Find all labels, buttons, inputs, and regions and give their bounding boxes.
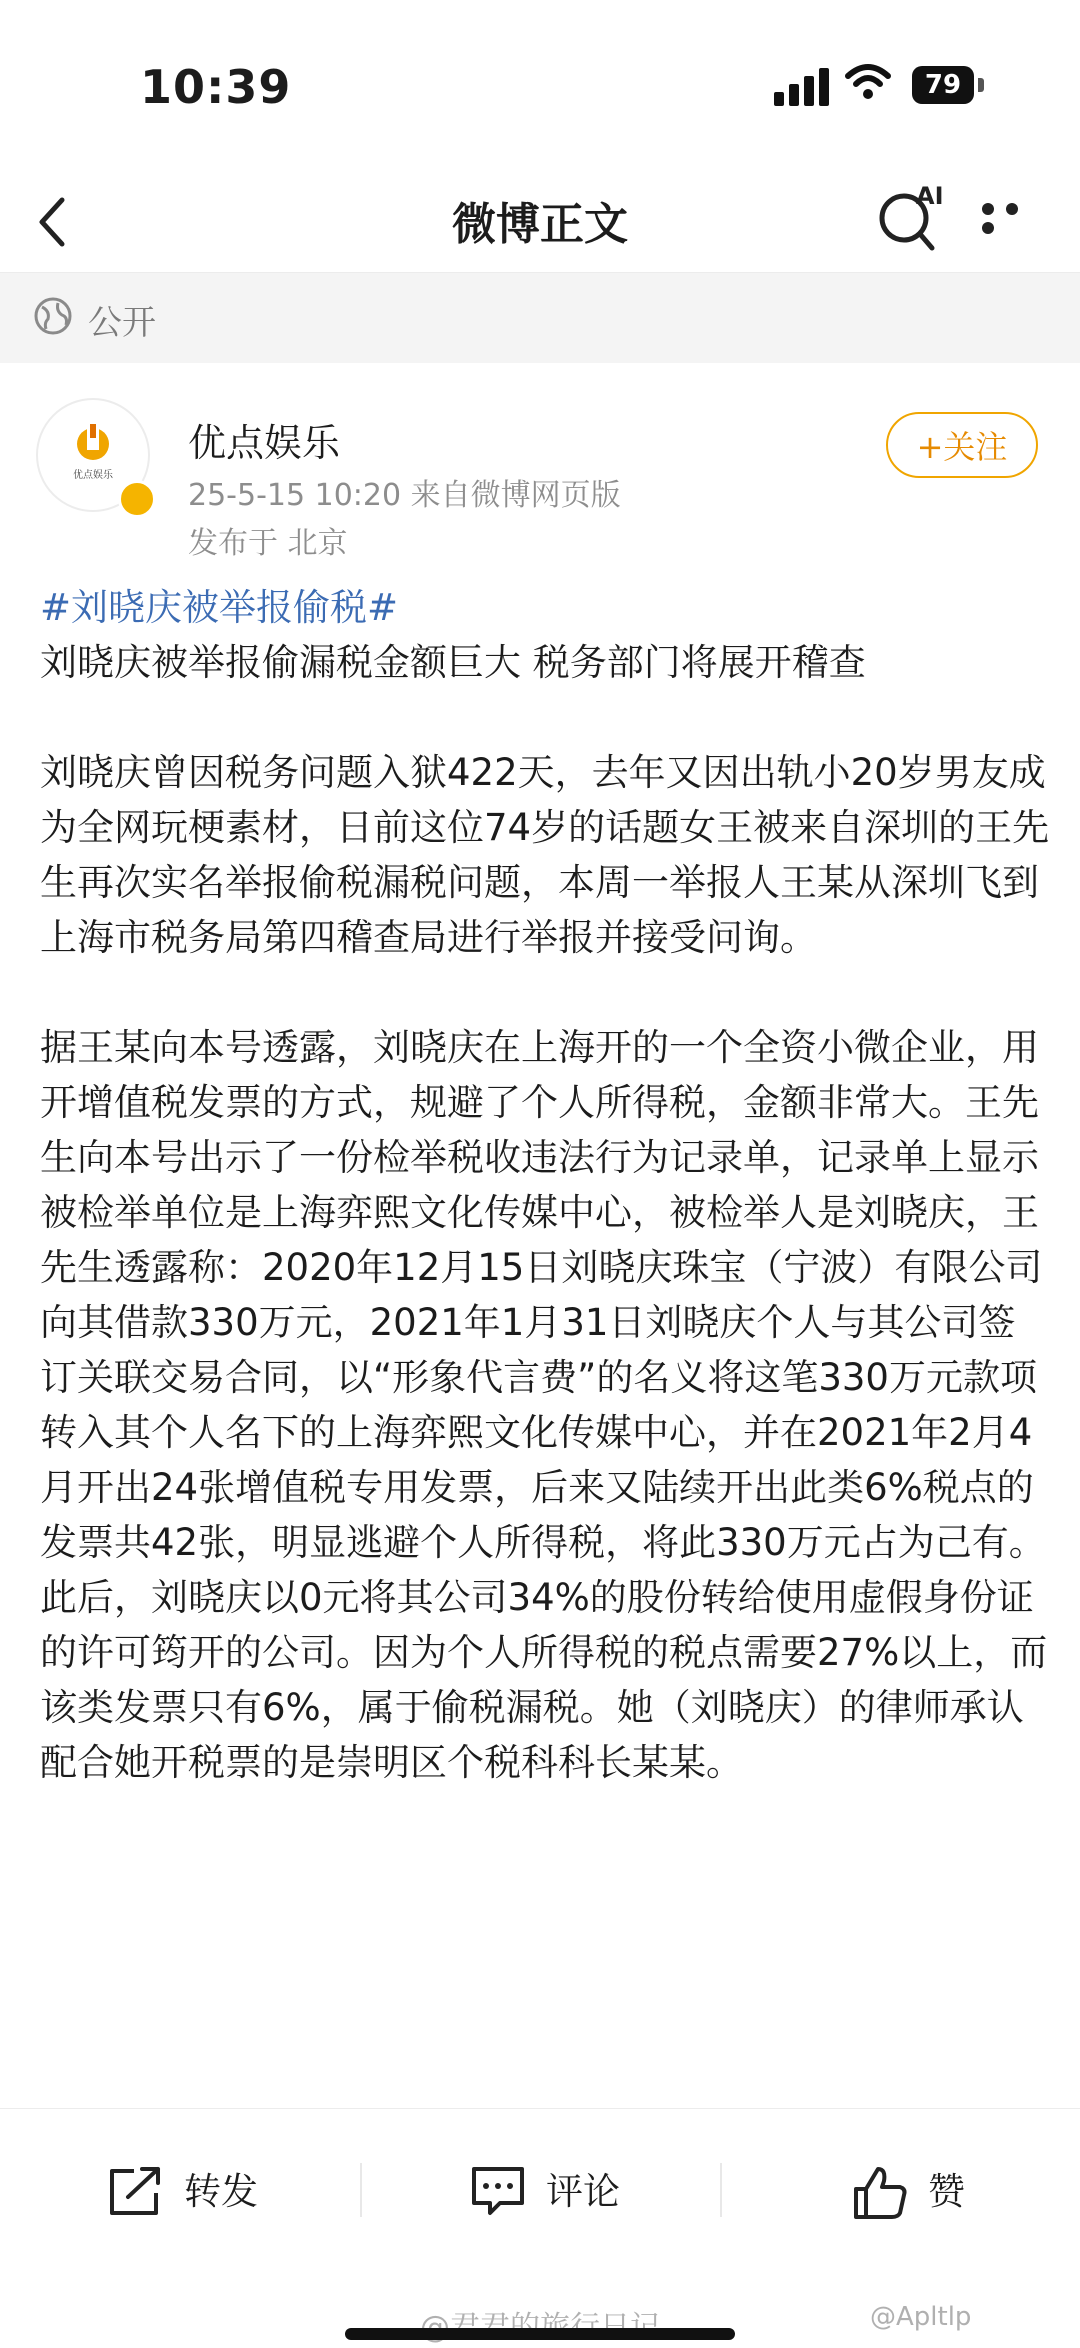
post-timestamp-source: 25-5-15 10:20 来自微博网页版	[188, 478, 621, 513]
action-divider	[360, 2163, 362, 2217]
repost-icon	[106, 2163, 166, 2219]
post-paragraph-1: 刘晓庆曾因税务问题入狱422天，去年又因出轨小20岁男友成为全网玩梗素材，日前这位74岁的话题女王被来自深圳的王先生再次实名举报偷税漏税问题，本周一举报人王某从深圳飞到上海市税务局第四稽查局进行举报并接受问询。	[40, 751, 1050, 959]
repost-label: 转发	[184, 2170, 258, 2213]
action-bar	[0, 2108, 1080, 2269]
like-label: 赞	[928, 2170, 965, 2213]
post-content	[40, 580, 1050, 1790]
author-header	[0, 362, 1080, 572]
post-paragraph-2: 据王某向本号透露，刘晓庆在上海开的一个全资小微企业，用开增值税发票的方式，规避了个人所得税，金额非常大。王先生向本号出示了一份检举税收违法行为记录单，记录单上显示被检举单位是上海弈熙文化传媒中心，被检举人是刘晓庆，王先生透露称：2020年12月15日刘晓庆珠宝（宁波）有限公司向其借款330万元，2021年1月31日刘晓庆个人与其公司签订关联交易合同，以“形象代言费”的名义将这笔330万元款项转入其个人名下的上海弈熙文化传媒中心，并在2021年2月4月开出24张增值税专用发票，后来又陆续开出此类6%税点的发票共42张，明显逃避个人所得税，将此330万元占为己有。此后，刘晓庆以0元将其公司34%的股份转给使用虚假身份证的许可筠开的公司。因为个人所得税的税点需要27%以上，而该类发票只有6%，属于偷税漏税。她（刘晓庆）的律师承认配合她开税票的是崇明区个税科科长某某。	[40, 1026, 1048, 1784]
ai-search-icon[interactable]	[872, 174, 948, 254]
cellular-signal-icon	[774, 66, 830, 106]
repost-button[interactable]	[106, 2157, 306, 2227]
status-time: 10:39	[140, 60, 292, 114]
globe-icon	[32, 295, 74, 337]
post-headline: 刘晓庆被举报偷漏税金额巨大 税务部门将展开稽查	[40, 641, 866, 684]
more-options-icon[interactable]	[982, 200, 1048, 220]
page-title: 微博正文	[452, 199, 628, 250]
battery-tip	[978, 78, 984, 92]
wifi-icon	[844, 62, 892, 102]
like-button[interactable]	[850, 2157, 1050, 2227]
visibility-label: 公开	[88, 303, 156, 343]
action-divider	[720, 2163, 722, 2217]
verified-badge-icon	[118, 480, 156, 518]
visibility-bar	[0, 272, 1080, 363]
battery-indicator: 79	[912, 66, 974, 104]
watermark-right: @Apltlp	[870, 2302, 972, 2332]
ai-label: AI	[916, 182, 944, 210]
thumbs-up-icon	[850, 2163, 910, 2223]
follow-button[interactable]: +关注	[886, 412, 1038, 478]
post-location: 发布于 北京	[188, 526, 348, 561]
avatar-text: 优点娱乐	[73, 470, 113, 481]
comment-icon	[468, 2163, 528, 2219]
nav-bar	[0, 170, 1080, 270]
comment-label: 评论	[546, 2170, 620, 2213]
status-bar	[0, 0, 1080, 170]
comment-button[interactable]	[468, 2157, 668, 2227]
hashtag-link[interactable]: #刘晓庆被举报偷税#	[40, 586, 399, 629]
author-name[interactable]: 优点娱乐	[188, 421, 341, 465]
home-indicator[interactable]	[345, 2328, 735, 2340]
